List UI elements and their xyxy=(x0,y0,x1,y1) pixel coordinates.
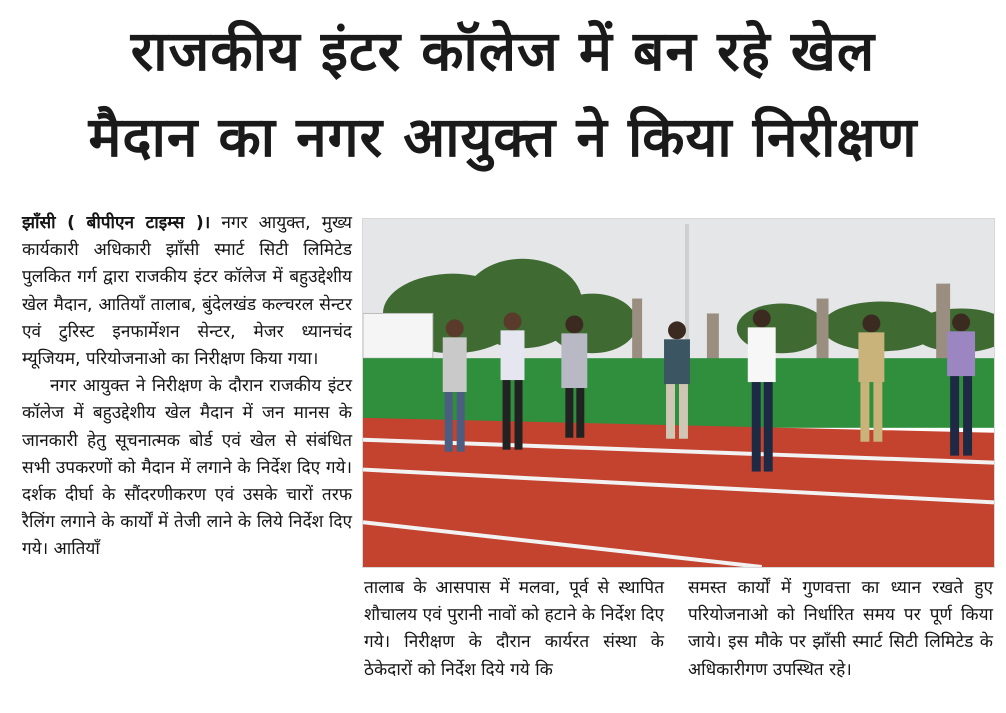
article-paragraph-3: तालाब के आसपास में मलवा, पूर्व से स्थापित शौचालय एवं पुरानी नावों को हटाने के निर्देश दिए गये। निरीक्षण के दौरान कार्यरत संस्था के ठेकेदारों को निर्देश दिये गये कि xyxy=(364,578,664,680)
article-paragraph-1 xyxy=(22,210,352,373)
headline xyxy=(0,8,1006,180)
headline-line-2: मैदान का नगर आयुक्त ने किया निरीक्षण xyxy=(88,105,918,169)
dateline: झाँसी ( बीपीएन टाइम्स )। xyxy=(22,213,211,233)
article-paragraph-2: नगर आयुक्त ने निरीक्षण के दौरान राजकीय इंटर कॉलेज में बहुउद्देशीय खेल मैदान में जन मानस के जानकारी हेतु सूचनात्मक बोर्ड एवं खेल से संबंधित सभी उपकरणों को मैदान में लगाने के निर्देश दिए गये। दर्शक दीर्घा के सौंदरणीकरण एवं उसके चारों तरफ रैलिंग लगाने के कार्यों में तेजी लाने के लिये निर्देश दिए गये। आतियाँ xyxy=(22,376,352,560)
article-column-right xyxy=(688,575,993,684)
headline-line-1: राजकीय इंटर कॉलेज में बन रहे खेल xyxy=(130,19,876,83)
article-paragraph-4: समस्त कार्यों में गुणवत्ता का ध्यान रखते हुए परियोजनाओ को निर्धारित समय पर पूर्ण किया जाये। इस मौके पर झाँसी स्मार्ट सिटी लिमिटेड के अधिकारीगण उपस्थित रहे। xyxy=(688,578,993,680)
news-photo xyxy=(362,218,995,568)
article-paragraph-1-text: नगर आयुक्त, मुख्य कार्यकारी अधिकारी झाँसी स्मार्ट सिटी लिमिटेड पुलकित गर्ग द्वारा राजकीय इंटर कॉलेज में बहुउद्देशीय खेल मैदान, आतियाँ तालाब, बुंदेलखंड कल्चरल सेन्टर एवं टुरिस्ट इनफार्मेशन सेन्टर, मेजर ध्यानचंद म्यूजियम, परियोजनाओ का निरीक्षण किया गया। xyxy=(22,213,352,370)
article-column-middle xyxy=(364,575,664,684)
running-track-photo xyxy=(363,219,994,567)
article-column-left xyxy=(22,210,352,564)
